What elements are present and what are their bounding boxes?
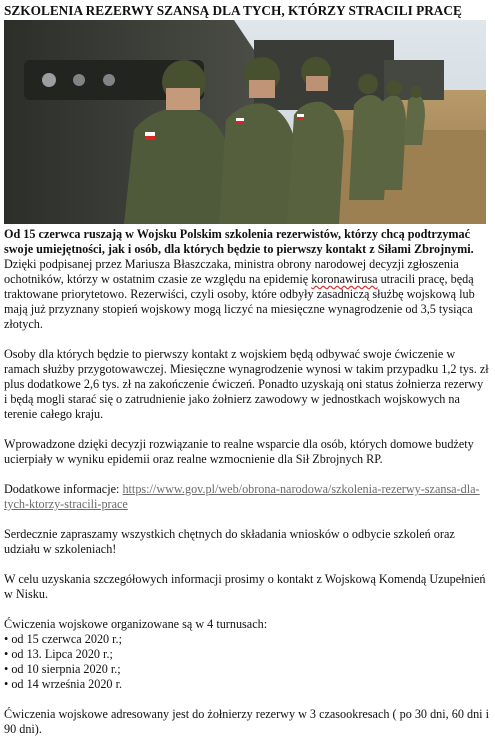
list-item: • od 10 sierpnia 2020 r.;	[4, 662, 489, 677]
paragraph-contact: W celu uzyskania szczegółowych informacji prosimy o kontakt z Wojskową Komendą Uzupełnień w Nisku.	[4, 572, 486, 601]
list-item: • od 13. Lipca 2020 r.;	[4, 647, 489, 662]
article-title: SZKOLENIA REZERWY SZANSĄ DLA TYCH, KTÓRZY STRACILI PRACĘ	[4, 3, 462, 18]
info-link[interactable]: https://www.gov.pl/web/obrona-narodowa/szkolenia-rezerwy-szansa-dla-tych-ktorzy-stracili-prace	[4, 482, 480, 511]
paragraph-invite: Serdecznie zapraszamy wszystkich chętnych do składania wniosków o odbycie szkoleń oraz udziału w szkoleniach!	[4, 527, 455, 556]
article-lead: Od 15 czerwca ruszają w Wojsku Polskim szkolenia rezerwistów, którzy chcą podtrzymać swoje umiejętności, jak i osób, dla których będzie to pierwszy kontakt z Siłami Zbrojnymi.	[4, 227, 474, 256]
info-label: Dodatkowe informacje:	[4, 482, 123, 496]
list-item: • od 14 września 2020 r.	[4, 677, 489, 692]
paragraph-1: Dzięki podpisanej przez Mariusza Błaszczaka, ministra obrony narodowej decyzji zgłoszenia ochotników, którzy w ostatnim czasie ze względu na epidemię koronawirusa utracili pracę, będą traktowane priorytetowo. Rezerwiści, czyli osoby, które odbyły zasadniczą służbę wojskową lub mają już przyznany stopień wojskowy mogą liczyć na miesięczne wynagrodzenie od 3,5 tysiąca złotych.	[4, 257, 475, 331]
soldiers-photo	[4, 20, 486, 224]
paragraph-2: Osoby dla których będzie to pierwszy kontakt z wojskiem będą odbywać swoje ćwiczenie w ramach służby przygotowawczej. Miesięczne wynagrodzenie wynosi w takim przypadku 1,2 tys. zł plus dodatkowe 2,6 tys. zł na zakończenie ćwiczeń. Ponadto uzyskają oni status żołnierza rezerwy i będą mogli starać się o zatrudnienie jako żołnierz zawodowy w jednostkach wojskowych na terenie całego kraju.	[4, 347, 489, 421]
paragraph-info	[4, 482, 489, 512]
paragraph-duration: Ćwiczenia wojskowe adresowany jest do żołnierzy rezerwy w 3 czasookresach ( po 30 dni, 60 dni i 90 dni).	[4, 707, 489, 736]
list-item: • od 15 czerwca 2020 r.;	[4, 632, 489, 647]
paragraph-turnusy-intro: Ćwiczenia wojskowe organizowane są w 4 turnusach:	[4, 617, 268, 631]
misspelled-word: koronawirusa	[311, 272, 378, 286]
turnusy-list	[4, 632, 489, 692]
paragraph-3: Wprowadzone dzięki decyzji rozwiązanie to realne wsparcie dla osób, których domowe budżety ucierpiały w wyniku epidemii oraz realne wzmocnienie dla Sił Zbrojnych RP.	[4, 437, 474, 466]
